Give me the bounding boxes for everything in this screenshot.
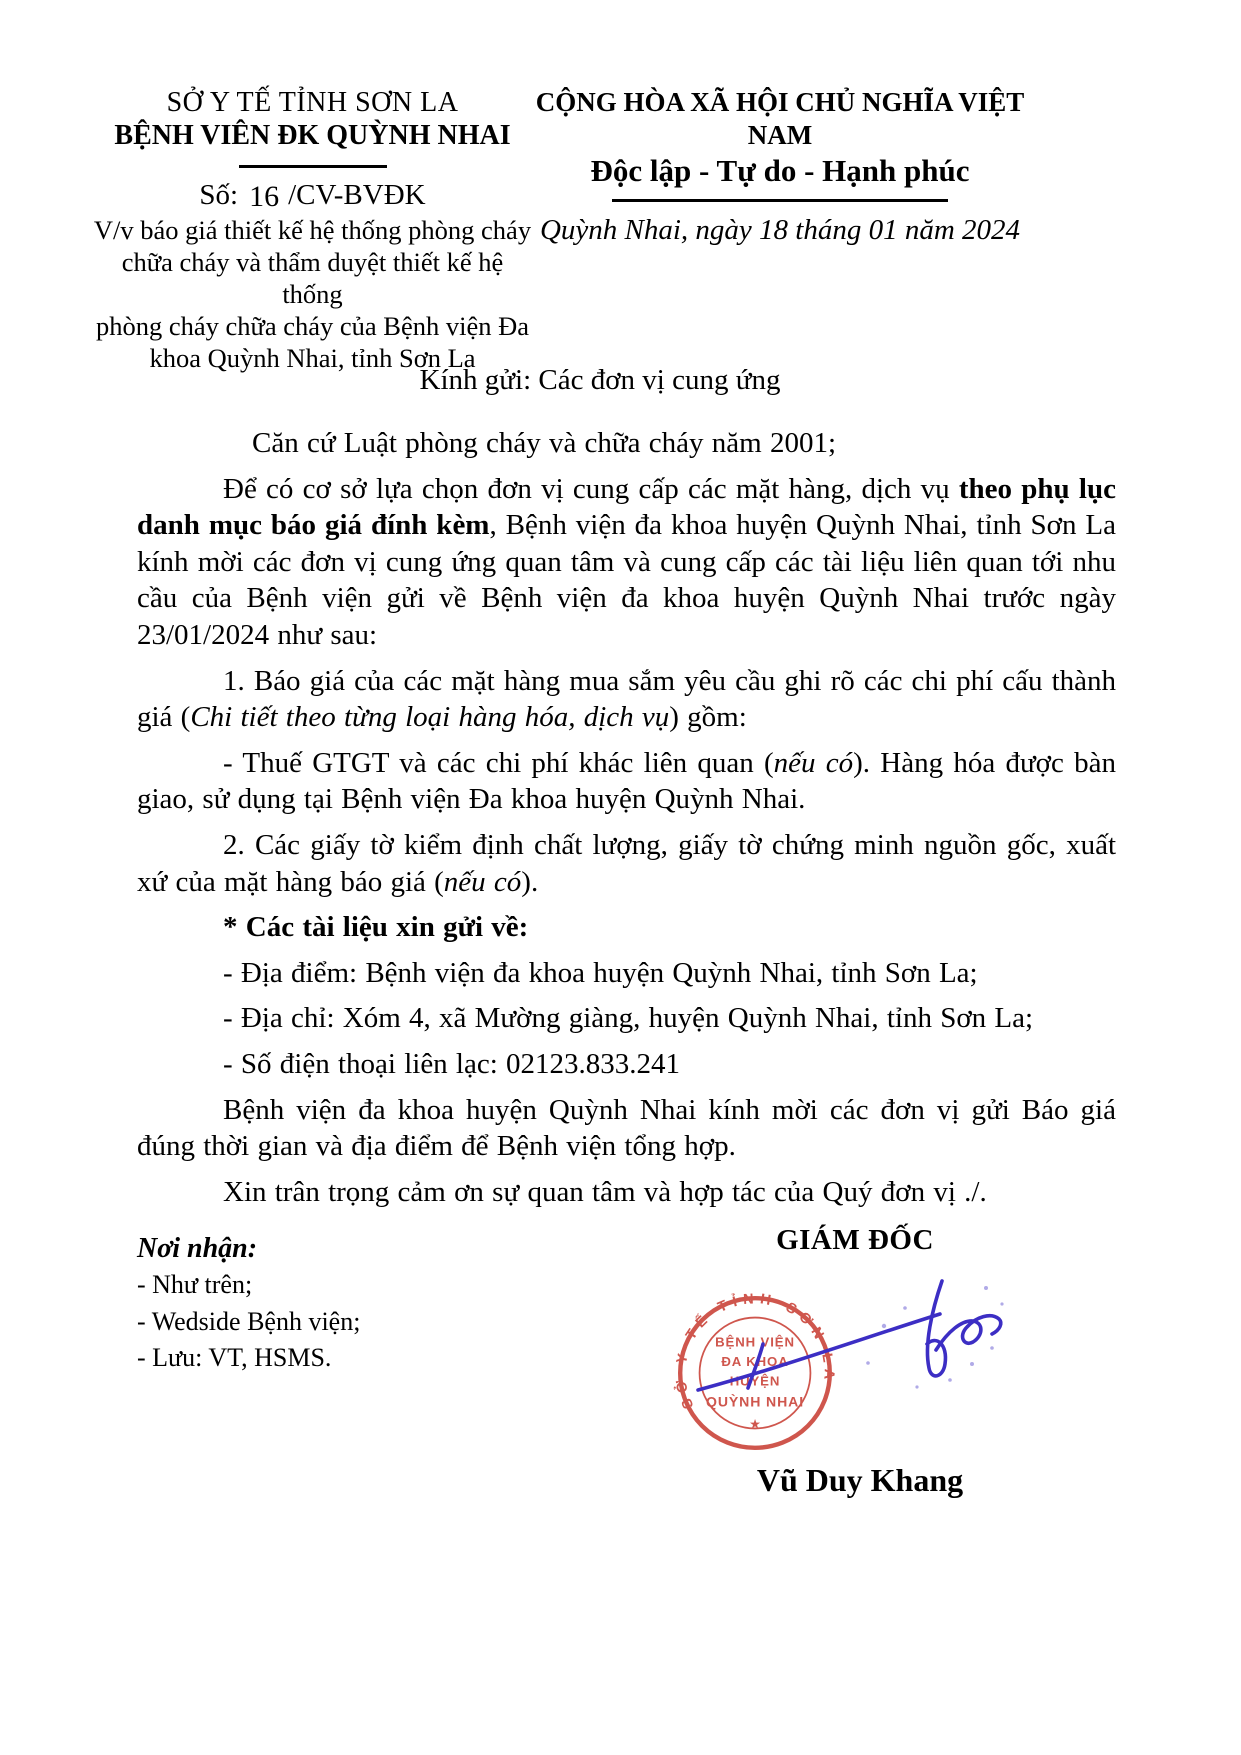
text-run: 2. Các giấy tờ kiểm định chất lượng, giấy tờ chứng minh nguồn gốc, xuất xứ của mặt hàng báo giá (: [137, 828, 1116, 898]
stamp-center-line-3: HUYỆN: [729, 1373, 781, 1389]
subject-line: chữa cháy và thẩm duyệt thiết kế hệ thống: [121, 247, 504, 309]
body-paragraph: [137, 1092, 1116, 1165]
signature-inner-stroke: [748, 1344, 763, 1388]
body-paragraph: [137, 1046, 1116, 1083]
signature-flourish-stroke: [936, 1316, 1001, 1350]
doc-subject: [90, 214, 535, 374]
signature-graphic: [686, 1268, 1008, 1410]
recipient-item: - Lưu: VT, HSMS.: [137, 1343, 332, 1372]
stamp-center-line-1: BỆNH VIỆN: [715, 1334, 795, 1350]
text-run: * Các tài liệu xin gửi về:: [223, 911, 529, 944]
header-left-rule: [239, 165, 387, 168]
body-paragraph: [137, 471, 1116, 654]
subject-line: V/v báo giá thiết kế hệ thống phòng cháy: [93, 215, 532, 245]
body-paragraph: [137, 425, 1116, 462]
document-body: [137, 425, 1116, 1219]
body-paragraph: [137, 745, 1116, 818]
doc-number-suffix: /CV-BVĐK: [288, 179, 426, 211]
subject-line: khoa Quỳnh Nhai, tỉnh Sơn La: [149, 343, 476, 373]
text-run: theo phụ lục danh mục báo giá đính kèm: [137, 472, 1116, 542]
national-motto: Độc lập - Tự do - Hạnh phúc: [590, 153, 970, 188]
text-run: - Địa chỉ: Xóm 4, xã Mường giàng, huyện Quỳnh Nhai, tỉnh Sơn La;: [223, 1002, 1034, 1035]
text-run: - Địa điểm: Bệnh viện đa khoa huyện Quỳnh Nhai, tỉnh Sơn La;: [223, 956, 978, 989]
body-paragraph: [137, 663, 1116, 736]
signer-name: Vũ Duy Khang: [756, 1462, 964, 1498]
signature-underline-stroke: [698, 1314, 940, 1390]
text-run: Căn cứ Luật phòng cháy và chữa cháy năm 2001;: [252, 427, 837, 459]
header-right-rule: [612, 199, 948, 202]
text-run: Bệnh viện đa khoa huyện Quỳnh Nhai kính mời các đơn vị gửi Báo giá đúng thời gian và địa điểm để Bệnh viện tổng hợp.: [137, 1093, 1116, 1163]
stamp-center-line-4: QUỲNH NHAI: [706, 1393, 804, 1410]
text-run: nếu có: [773, 746, 854, 779]
recipients-block: [137, 1230, 557, 1377]
org-name: BỆNH VIÊN ĐK QUỲNH NHAI: [114, 120, 511, 151]
parent-org-name: SỞ Y TẾ TỈNH SƠN LA: [166, 87, 459, 118]
text-run: - Thuế GTGT và các chi phí khác liên quan (: [223, 746, 774, 779]
text-run: ). Hàng hóa được bàn giao, sử dụng tại Bệnh viện Đa khoa huyện Quỳnh Nhai.: [137, 746, 1116, 816]
header-right: [520, 86, 1040, 248]
place-date-line: Quỳnh Nhai, ngày 18 tháng 01 năm 2024: [539, 214, 1021, 246]
text-run: , Bệnh viện đa khoa huyện Quỳnh Nhai, tỉnh Sơn La kính mời các đơn vị cung ứng quan tâm và cung cấp các tài liệu liên quan tới nhu cầu của Bệnh viện gửi về Bệnh viện đa khoa huyện Quỳnh Nhai trước ngày 23/01/2024 như sau:: [137, 509, 1116, 651]
body-paragraph: [137, 955, 1116, 992]
text-run: ) gồm:: [669, 701, 747, 734]
recipient-item: - Như trên;: [137, 1270, 253, 1299]
text-run: nếu có: [443, 865, 522, 898]
signer-title: GIÁM ĐỐC: [776, 1224, 934, 1256]
text-run: 1. Báo giá của các mặt hàng mua sắm yêu cầu ghi rõ các chi phí cấu thành giá (: [137, 664, 1116, 734]
salutation-line: Kính gửi: Các đơn vị cung ứng: [419, 364, 781, 396]
recipients-list: [137, 1267, 557, 1377]
body-paragraph: [137, 1000, 1116, 1037]
stamp-ring-text: SỞ Y TẾ TỈNH SƠN LA: [673, 1291, 837, 1411]
stamp-star-icon: ★: [749, 1416, 761, 1432]
body-paragraph: [137, 827, 1116, 900]
signature-loop-stroke: [927, 1281, 945, 1376]
recipients-label: Nơi nhận:: [137, 1233, 258, 1264]
recipient-item: - Wedside Bệnh viện;: [137, 1306, 361, 1336]
text-run: Để có cơ sở lựa chọn đơn vị cung cấp các mặt hàng, dịch vụ: [223, 472, 959, 505]
stamp-center-line-2: ĐA KHOA: [721, 1353, 789, 1369]
header-left: [90, 86, 535, 374]
text-run: Xin trân trọng cảm ơn sự quan tâm và hợp tác của Quý đơn vị ./.: [223, 1175, 987, 1208]
text-run: ).: [521, 865, 539, 898]
text-run: Chi tiết theo từng loại hàng hóa, dịch vụ: [190, 701, 670, 734]
text-run: - Số điện thoại liên lạc: 02123.833.241: [223, 1047, 681, 1080]
doc-number-value: 16: [249, 180, 280, 213]
subject-line: phòng cháy chữa cháy của Bệnh viện Đa: [95, 311, 530, 341]
signature: [686, 1268, 1008, 1410]
doc-number-line: [90, 177, 535, 213]
national-title: CỘNG HÒA XÃ HỘI CHỦ NGHĨA VIỆT NAM: [535, 87, 1025, 150]
body-paragraph: [137, 1174, 1116, 1211]
body-paragraph: [137, 909, 1116, 946]
doc-number-label: Số:: [199, 179, 239, 211]
